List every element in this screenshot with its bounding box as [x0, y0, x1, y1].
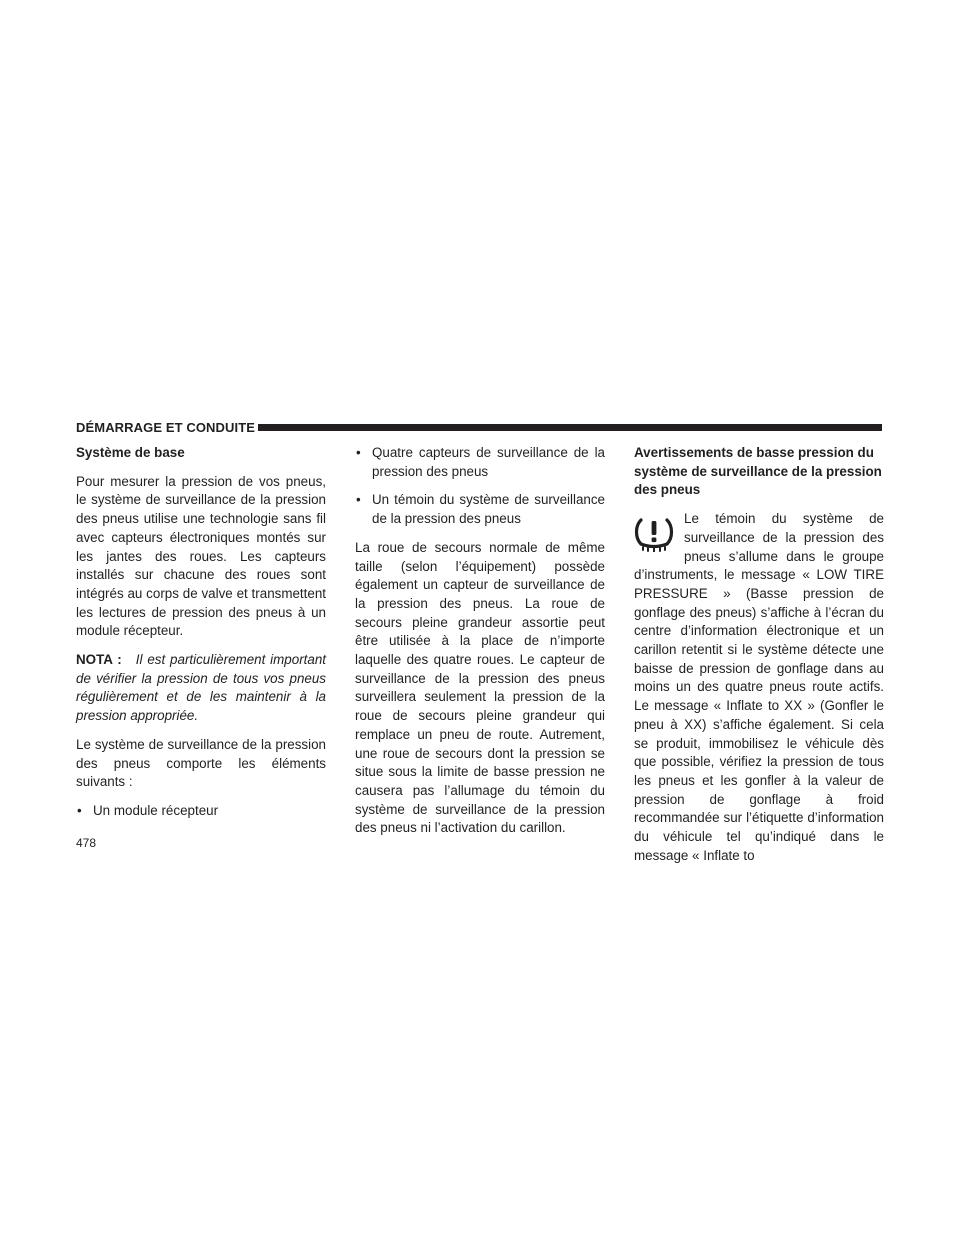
warning-block	[634, 510, 884, 865]
page-number: 478	[76, 836, 97, 850]
list-item-text: Un module récepteur	[93, 802, 219, 818]
column-left	[76, 444, 326, 831]
list-item	[355, 491, 605, 528]
section-header	[76, 418, 884, 438]
bullet-icon: •	[356, 492, 361, 508]
nota-label: NOTA :	[76, 652, 122, 668]
paragraph-intro: Pour mesurer la pression de vos pneus, le système de surveillance de la pression des pneus utilise une technologie sans fil avec capteurs électroniques montés sur les jantes des roues. Les capteurs installés sur chacune des roues sont intégrés au corps de valve et transmettent les lectures de pression des pneus à un module récepteur.	[76, 473, 326, 639]
list-item-text: Un témoin du système de surveillance de la pression des pneus	[372, 492, 605, 527]
list-item-text: Quatre capteurs de surveillance de la pression des pneus	[372, 445, 605, 479]
column-middle	[355, 444, 605, 848]
paragraph-components: Le système de surveillance de la pression des pneus comporte les éléments suivants :	[76, 736, 326, 790]
nota-text: Il est particulièrement important de vérifier la pression de tous vos pneus régulièrement et de les maintenir à la pression appropriée.	[76, 652, 326, 724]
tire-pressure-warning-icon	[634, 516, 674, 552]
list-item	[355, 444, 605, 481]
header-rule	[258, 424, 882, 431]
column-right	[634, 444, 884, 875]
paragraph-spare-wheel: La roue de secours normale de même taille (selon l’équipement) possède également un capteur de surveillance de la pression des pneus. La roue de secours pleine grandeur assortie peut être utilisée à la place de n’importe laquelle des quatre roues. Le capteur de surveillance de la pression des pneus surveillera seulement la pression de la roue de secours pleine grandeur qui remplace un pneu de route. Autrement, une roue de secours dont la pression se situe sous la limite de basse pression ne causera pas l’allumage du témoin du système de surveillance de la pression des pneus ni l’activation du carillon.	[355, 539, 605, 836]
nota-block	[76, 651, 326, 726]
bullet-icon: •	[356, 445, 361, 460]
section-title: DÉMARRAGE ET CONDUITE	[76, 420, 256, 435]
heading-systeme-de-base: Système de base	[76, 445, 185, 460]
paragraph-warning: Le témoin du système de surveillance de la pression des pneus s’allume dans le groupe d’instruments, le message « LOW TIRE PRESSURE » (Basse pression de gonflage des pneus) s’affiche à l’écran du centre d’information électronique et un carillon retentit si le système détecte une baisse de pression de gonflage dans au moins un des quatre pneus route actifs. Le message « Inflate to XX » (Gonfler le pneu à XX) s’affiche également. Si cela se produit, immobilisez le véhicule dès que possible, vérifiez la pression de tous les pneus et les gonfler à la valeur de pression de gonflage à froid recommandée sur l’étiquette d’information du véhicule tel qu’indiqué dans le message « Inflate to	[634, 511, 884, 863]
list-item	[76, 802, 326, 821]
bullet-icon: •	[77, 802, 82, 818]
heading-low-pressure-warnings: Avertissements de basse pression du système de surveillance de la pression des pneus	[634, 445, 882, 498]
